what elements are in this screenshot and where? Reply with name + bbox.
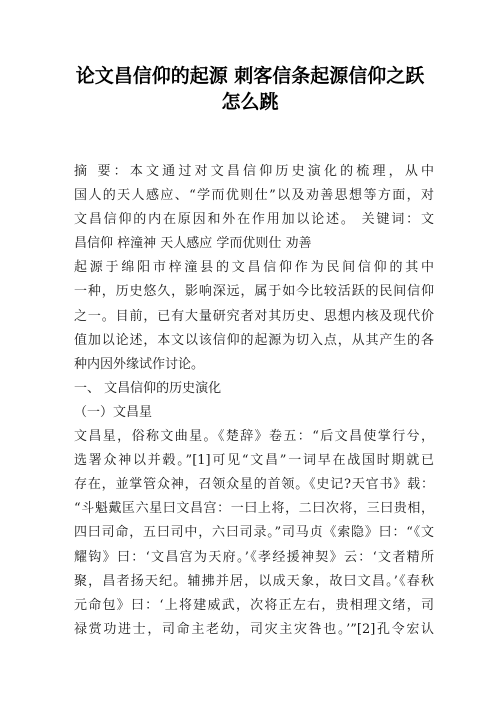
body-text-line: 之一。目前，已有大量研究者对其历史、思想内核及现代价 bbox=[74, 308, 434, 324]
document-title-line-1: 论文昌信仰的起源 刺客信条起源信仰之跃 bbox=[75, 65, 425, 87]
body-text-line: 种内因外缘试作讨论。 bbox=[74, 356, 205, 372]
body-text-line: 文昌信仰的内在原因和外在作用加以论述。 关键词：文 bbox=[74, 212, 434, 228]
body-text-line: 摘 要：本文通过对文昌信仰历史演化的梳理，从中 bbox=[74, 164, 434, 179]
subsection-heading: （一）文昌星 bbox=[74, 404, 153, 420]
body-text-line: 值加以论述，本文以该信仰的起源为切入点，从其产生的各 bbox=[74, 332, 434, 348]
body-text-line: 存在，並掌管众神，召领众星的首领。《史记?天官书》载： bbox=[74, 477, 434, 493]
section-heading: 一、 文昌信仰的历史演化 bbox=[74, 380, 222, 396]
body-text-line: 起源于绵阳市梓潼县的文昌信仰作为民间信仰的其中 bbox=[74, 260, 434, 276]
body-text-line: 昌信仰 梓潼神 天人感应 学而优则仕 劝善 bbox=[74, 236, 312, 252]
document-body bbox=[74, 160, 434, 642]
body-text-line: 文昌星，俗称文曲星。《楚辞》卷五：“后文昌使掌行兮， bbox=[74, 429, 434, 445]
body-text-line: 一种，历史悠久，影响深远，属于如今比较活跃的民间信仰 bbox=[74, 284, 434, 300]
body-text-line: 国人的天人感应、“学而优则仕”以及劝善思想等方面，对 bbox=[74, 188, 434, 204]
body-text-line: “斗魁戴匡六星曰文昌宫：一曰上将，二曰次将，三曰贵相， bbox=[74, 501, 434, 517]
body-text-line: 选署众神以并毂。”[1]可见“文昌”一词早在战国时期就已 bbox=[74, 453, 434, 469]
body-text-line: 禄赏功进士，司命主老幼，司灾主灾咎也。’”[2]孔令宏认 bbox=[74, 621, 434, 637]
body-text-line: 耀钩》曰：‘文昌宫为天府。’《孝经援神契》云：‘文者精所 bbox=[74, 549, 434, 565]
body-text-line: 四曰司命，五曰司中，六曰司录。”司马贞《索隐》曰：“《文 bbox=[74, 525, 434, 541]
body-text-line: 聚，昌者扬天纪。辅拂并居，以成天象，故曰文昌。’《春秋 bbox=[74, 573, 434, 589]
body-text-line: 元命包》曰：‘上将建威武，次将正左右，贵相理文绪，司 bbox=[74, 597, 434, 613]
document-title-line-2: 怎么跳 bbox=[221, 91, 279, 113]
